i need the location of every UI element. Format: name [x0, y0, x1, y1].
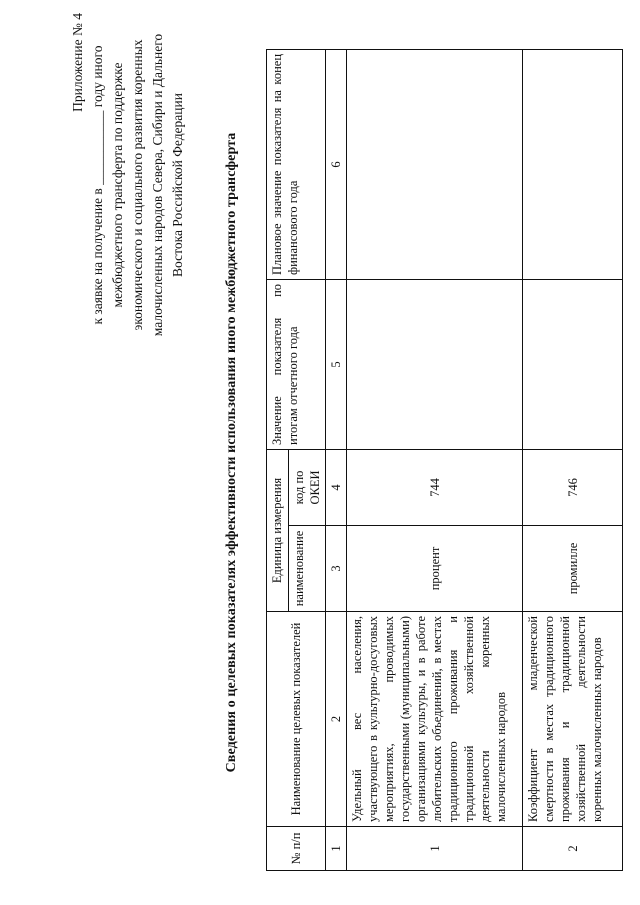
row-plan — [347, 49, 523, 279]
col-number: 3 — [326, 526, 347, 612]
col-number: 4 — [326, 449, 347, 525]
header-plan: Плановое значение показателя на конец финансового года — [267, 49, 326, 279]
document-heading: Сведения о целевых показателях эффективности использования иного межбюджетного трансферта — [224, 132, 239, 773]
row-value — [347, 279, 523, 449]
col-number: 1 — [326, 827, 347, 871]
appendix-line-3: экономического и социального развития коренных — [130, 39, 145, 331]
header-row-1 — [267, 49, 289, 870]
col-number: 5 — [326, 279, 347, 449]
table-row — [347, 49, 523, 870]
header-num: № п/п — [267, 827, 326, 871]
row-unit-name: промилле — [523, 526, 623, 612]
appendix-line-1: к заявке на получение в ___________ году иного — [90, 45, 105, 325]
indicators-table — [266, 49, 623, 871]
appendix-title: Приложение № 4 — [70, 13, 85, 112]
appendix-line-2: межбюджетного трансферта по поддержке — [110, 62, 125, 308]
row-unit-name: процент — [347, 526, 523, 612]
row-unit-code: 744 — [347, 449, 523, 525]
appendix-line-4: малочисленных народов Севера, Сибири и Дальнего — [150, 33, 165, 337]
appendix-block — [68, 5, 188, 365]
table-row — [523, 49, 623, 870]
header-value: Значение показателя по итогам отчетного года — [267, 279, 326, 449]
header-unit-name: наименование — [289, 526, 326, 612]
row-unit-code: 746 — [523, 449, 623, 525]
header-unit-code: код по ОКЕИ — [289, 449, 326, 525]
column-number-row — [326, 49, 347, 870]
row-name: Удельный вес населения, участвующего в культурно-досуговых мероприятиях, проводимых государственными (муниципальными) организациями культуры, и в работе любительских объединений, в местах традиционного проживания и традиционной хозяйственной деятельности коренных малочисленных народов — [347, 612, 523, 827]
row-num: 2 — [523, 827, 623, 871]
row-plan — [523, 49, 623, 279]
header-name: Наименование целевых показателей — [267, 612, 326, 827]
row-num: 1 — [347, 827, 523, 871]
appendix-line-5: Востока Российской Федерации — [170, 93, 185, 277]
header-unit-group: Единица измерения — [267, 449, 289, 611]
row-value — [523, 279, 623, 449]
col-number: 2 — [326, 612, 347, 827]
col-number: 6 — [326, 49, 347, 279]
row-name: Коэффициент младенческой смертности в местах традиционного проживания и традиционной хозяйственной деятельности коренных малочисленных народов — [523, 612, 623, 827]
